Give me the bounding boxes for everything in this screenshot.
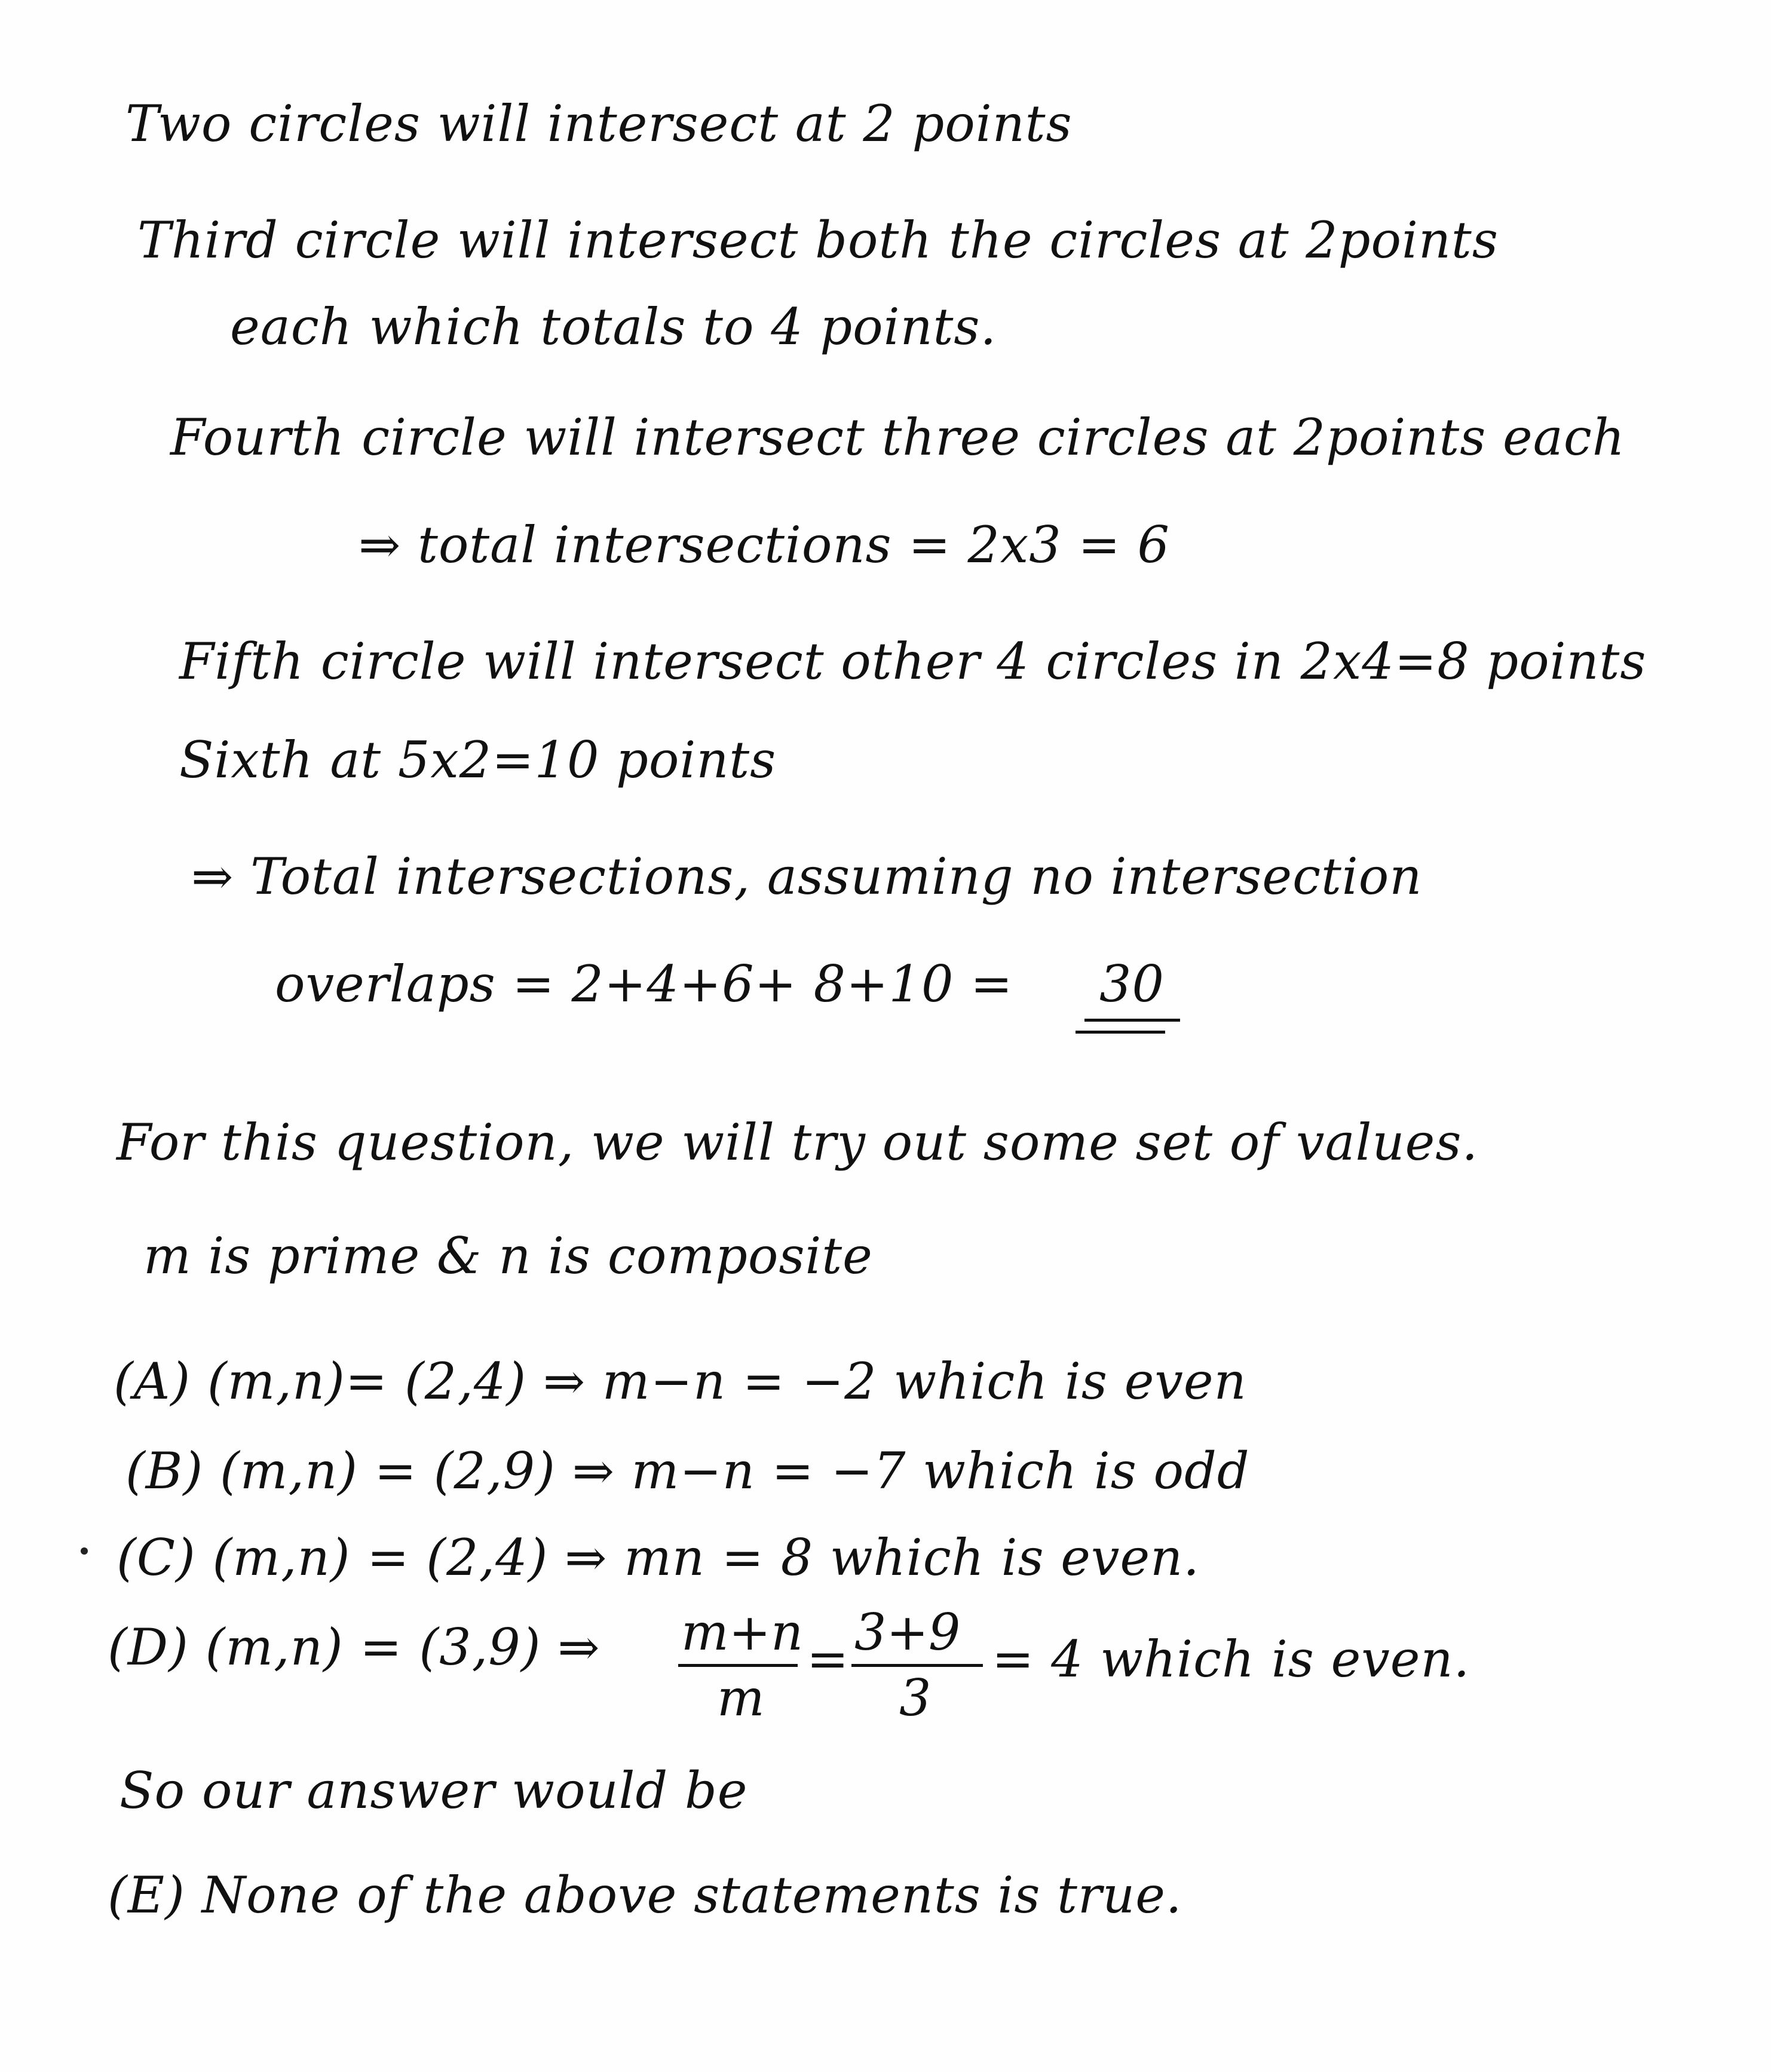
fraction-1-denominator: m [717,1669,765,1727]
line-total-assuming: ⇒ Total intersections, assuming no intersection [191,847,1423,906]
line-two-circles: Two circles will intersect at 2 points [125,94,1073,153]
option-d-result: = 4 which is even. [992,1630,1470,1688]
option-d: (D) (m,n) = (3,9) ⇒ [108,1618,600,1676]
option-e-answer: (E) None of the above statements is true. [108,1866,1182,1924]
line-totals-four: each which totals to 4 points. [230,298,997,356]
margin-dot [81,1547,88,1555]
line-try-values: For this question, we will try out some set of values. [117,1113,1479,1172]
fraction-2-numerator: 3+9 [854,1603,961,1662]
line-total-six: ⇒ total intersections = 2x3 = 6 [359,516,1170,574]
line-answer-would-be: So our answer would be [120,1761,748,1820]
option-b: (B) (m,n) = (2,9) ⇒ m−n = −7 which is odd [125,1442,1250,1500]
double-underline-bottom [1076,1031,1165,1034]
line-sixth-circle: Sixth at 5x2=10 points [179,731,777,789]
line-fifth-circle: Fifth circle will intersect other 4 circles in 2x4=8 points [179,632,1647,691]
option-c: (C) (m,n) = (2,4) ⇒ mn = 8 which is even. [117,1528,1200,1587]
fraction-equals: = [807,1630,849,1688]
fraction-2-bar [851,1664,983,1667]
double-underline-top [1084,1019,1180,1022]
fraction-1-bar [678,1664,798,1667]
final-total-thirty: 30 [1099,955,1165,1013]
line-third-circle: Third circle will intersect both the circles at 2points [137,211,1499,269]
fraction-1-numerator: m+n [681,1603,804,1662]
fraction-2-denominator: 3 [899,1669,932,1727]
line-prime-composite: m is prime & n is composite [143,1227,873,1285]
line-fourth-circle: Fourth circle will intersect three circles at 2points each [170,408,1625,467]
option-a: (A) (m,n)= (2,4) ⇒ m−n = −2 which is even [114,1352,1247,1411]
line-overlaps-sum: overlaps = 2+4+6+ 8+10 = [275,955,1013,1013]
